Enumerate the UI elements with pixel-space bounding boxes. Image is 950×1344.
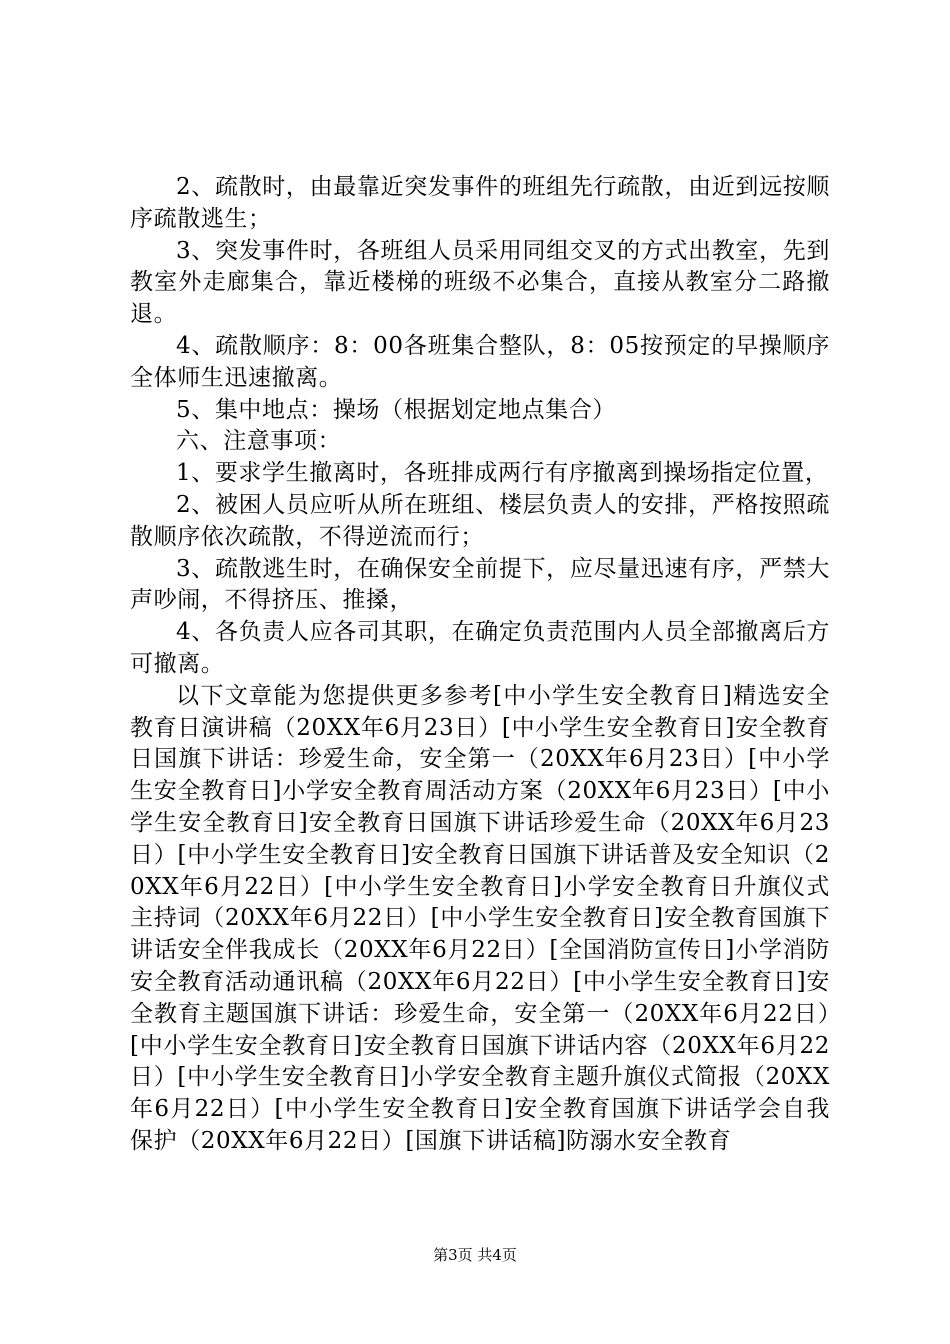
paragraph-cross-exit: 3、突发事件时，各班组人员采用同组交叉的方式出教室，先到教室外走廊集合，靠近楼梯的班级不必集合，直接从教室分二路撤退。 <box>130 237 830 328</box>
paragraph-evacuation-order: 2、疏散时，由最靠近突发事件的班组先行疏散，由近到远按顺序疏散逃生； <box>130 174 830 232</box>
page-footer: 第3页 共4页 <box>433 1246 517 1264</box>
paragraph-note-1: 1、要求学生撤离时，各班排成两行有序撤离到操场指定位置， <box>176 460 829 487</box>
paragraph-evacuation-sequence: 4、疏散顺序：8：00各班集合整队，8：05按预定的早操顺序全体师生迅速撤离。 <box>130 332 830 391</box>
paragraph-assembly-point: 5、集中地点：操场（根据划定地点集合） <box>176 396 617 423</box>
paragraph-note-4: 4、各负责人应各司其职，在确定负责范围内人员全部撤离后方可撤离。 <box>130 619 830 677</box>
section-heading-notes: 六、注意事项： <box>176 428 342 455</box>
paragraph-note-3: 3、疏散逃生时，在确保安全前提下，应尽量迅速有序，严禁大声吵闹，不得挤压、推搡， <box>130 555 830 614</box>
document-body <box>130 172 830 1158</box>
paragraph-related-articles: 以下文章能为您提供更多参考[中小学生安全教育日]精选安全教育日演讲稿（20XX年6月23日）[中小学生安全教育日]安全教育日国旗下讲话：珍爱生命，安全第一（20XX年6月23日）[中小学生安全教育日]小学安全教育周活动方案（20XX年6月23日）[中小学生安全教育日]安全教育日国旗下讲话珍爱生命（20XX年6月23日）[中小学生安全教育日]安全教育日国旗下讲话普及安全知识（20XX年6月22日）[中小学生安全教育日]小学安全教育日升旗仪式主持词（20XX年6月22日）[中小学生安全教育日]安全教育国旗下讲话安全伴我成长（20XX年6月22日）[全国消防宣传日]小学消防安全教育活动通讯稿（20XX年6月22日）[中小学生安全教育日]安全教育主题国旗下讲话：珍爱生命，安全第一（20XX年6月22日）[中小学生安全教育日]安全教育日国旗下讲话内容（20XX年6月22日）[中小学生安全教育日]小学安全教育主题升旗仪式简报（20XX年6月22日）[中小学生安全教育日]安全教育国旗下讲话学会自我保护（20XX年6月22日）[国旗下讲话稿]防溺水安全教育 <box>130 682 830 1154</box>
paragraph-note-2: 2、被困人员应听从所在班组、楼层负责人的安排，严格按照疏散顺序依次疏散，不得逆流而行； <box>130 491 830 550</box>
